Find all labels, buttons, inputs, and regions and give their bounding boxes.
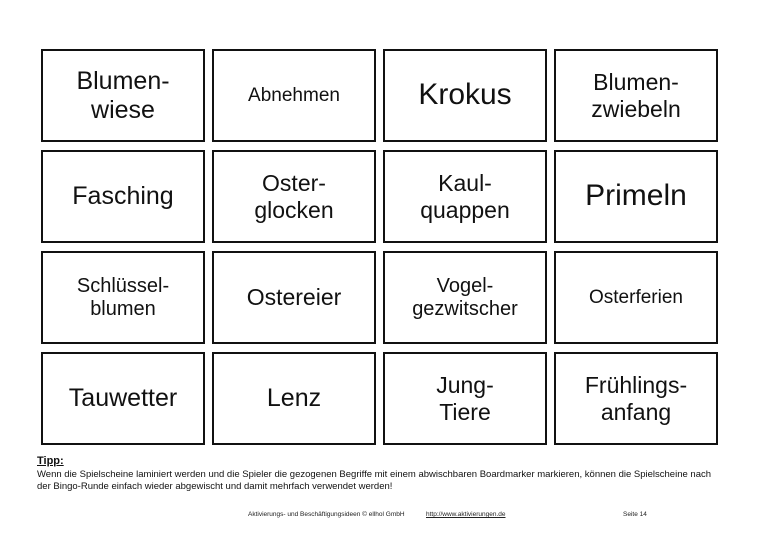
bingo-card-label: Tauwetter <box>68 384 178 413</box>
bingo-card <box>383 352 547 445</box>
bingo-card-label: Vogel- gezwitscher <box>412 274 518 320</box>
bingo-card-label: Frühlings- anfang <box>584 372 688 425</box>
bingo-card <box>383 251 547 344</box>
page-number: Seite 14 <box>623 511 647 518</box>
bingo-card-label: Jung- Tiere <box>436 372 494 425</box>
bingo-card-label: Krokus <box>418 78 512 112</box>
tip-title: Tipp: <box>37 455 64 467</box>
bingo-card <box>554 251 718 344</box>
bingo-card-label: Lenz <box>266 384 322 413</box>
footer-copyright: Aktivierungs- und Beschäftigungsideen © ellhol GmbH <box>248 511 405 518</box>
bingo-card-label: Primeln <box>585 179 687 213</box>
bingo-card <box>212 49 376 142</box>
bingo-card <box>383 49 547 142</box>
bingo-card <box>554 352 718 445</box>
bingo-card <box>41 251 205 344</box>
footer-link[interactable]: http://www.aktivierungen.de <box>426 511 506 518</box>
tip-section <box>37 455 727 493</box>
bingo-card <box>41 150 205 243</box>
bingo-card-label: Osterferien <box>589 286 683 308</box>
tip-text: Wenn die Spielscheine laminiert werden und die Spieler die gezogenen Begriffe mit einem abwischbaren Boardmarker markieren, können die Spielscheine nach der Bingo-Runde einfach wieder abgewischt und damit mehrfach verwendet werden! <box>37 468 712 492</box>
bingo-card <box>41 49 205 142</box>
bingo-card <box>554 49 718 142</box>
bingo-card-label: Fasching <box>72 182 174 211</box>
bingo-card-label: Ostereier <box>246 284 342 311</box>
bingo-card-label: Kaul- quappen <box>420 170 510 223</box>
bingo-card <box>212 352 376 445</box>
bingo-card-label: Oster- glocken <box>254 170 334 223</box>
bingo-card-label: Schlüssel- blumen <box>76 274 170 320</box>
bingo-card <box>41 352 205 445</box>
bingo-card-label: Abnehmen <box>248 84 340 106</box>
bingo-card-label: Blumen- wiese <box>76 66 170 124</box>
bingo-card <box>554 150 718 243</box>
bingo-card-label: Blumen- zwiebeln <box>591 69 681 122</box>
bingo-card <box>383 150 547 243</box>
bingo-card-grid <box>41 49 721 445</box>
bingo-card <box>212 150 376 243</box>
bingo-card <box>212 251 376 344</box>
